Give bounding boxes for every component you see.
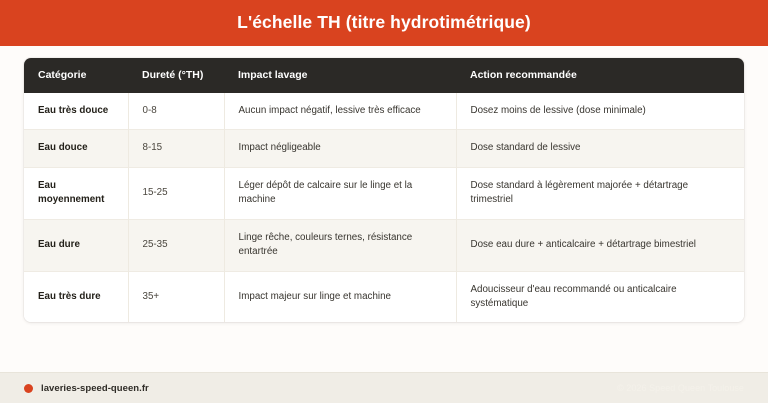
cell-categorie: Eau très dure — [24, 271, 128, 322]
cell-action: Dose eau dure + anticalcaire + détartrage bimestriel — [456, 219, 744, 271]
cell-impact: Impact négligeable — [224, 130, 456, 167]
main-content — [0, 46, 768, 322]
th-scale-table — [24, 58, 744, 322]
table-body — [24, 93, 744, 323]
column-header-action-recommandee: Action recommandée — [456, 58, 744, 93]
table-row — [24, 219, 744, 271]
cell-categorie: Eau dure — [24, 219, 128, 271]
cell-action: Dosez moins de lessive (dose minimale) — [456, 93, 744, 130]
cell-categorie: Eau moyennement — [24, 167, 128, 219]
cell-action: Adoucisseur d'eau recommandé ou anticalcaire systématique — [456, 271, 744, 322]
table-header — [24, 58, 744, 93]
page-footer — [0, 372, 768, 403]
cell-categorie: Eau très douce — [24, 93, 128, 130]
column-header-durete: Dureté (°TH) — [128, 58, 224, 93]
column-header-categorie: Catégorie — [24, 58, 128, 93]
column-header-impact-lavage: Impact lavage — [224, 58, 456, 93]
footer-site-label: laveries-speed-queen.fr — [41, 382, 149, 394]
th-scale-table-card — [24, 58, 744, 322]
table-row — [24, 167, 744, 219]
cell-impact: Impact majeur sur linge et machine — [224, 271, 456, 322]
cell-durete: 25-35 — [128, 219, 224, 271]
table-row — [24, 93, 744, 130]
cell-impact: Léger dépôt de calcaire sur le linge et la machine — [224, 167, 456, 219]
page-title: L'échelle TH (titre hydrotimétrique) — [237, 12, 531, 33]
bullet-dot-icon — [24, 384, 33, 393]
cell-categorie: Eau douce — [24, 130, 128, 167]
cell-action: Dose standard de lessive — [456, 130, 744, 167]
cell-impact: Aucun impact négatif, lessive très efficace — [224, 93, 456, 130]
cell-durete: 15-25 — [128, 167, 224, 219]
page-banner — [0, 0, 768, 46]
cell-durete: 0-8 — [128, 93, 224, 130]
table-row — [24, 271, 744, 322]
table-row — [24, 130, 744, 167]
cell-action: Dose standard à légèrement majorée + détartrage trimestriel — [456, 167, 744, 219]
footer-copyright: © 2026 Speed Queen Toulouse — [617, 383, 744, 393]
cell-durete: 8-15 — [128, 130, 224, 167]
footer-brand — [24, 383, 149, 394]
table-header-row — [24, 58, 744, 93]
cell-impact: Linge rêche, couleurs ternes, résistance entartrée — [224, 219, 456, 271]
cell-durete: 35+ — [128, 271, 224, 322]
